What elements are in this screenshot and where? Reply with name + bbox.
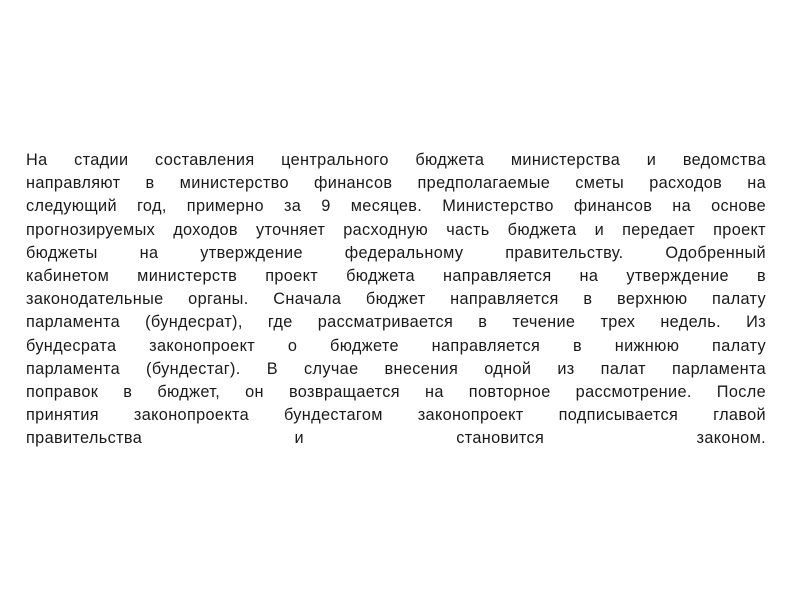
paragraph-line: поправок в бюджет, он возвращается на повторное рассмотрение. После [26,382,766,401]
paragraph-line: бундесрата законопроект о бюджете направляется в нижнюю палату [26,336,766,355]
paragraph-line: кабинетом министерств проект бюджета направляется на утверждение в [26,266,766,285]
paragraph-line: направляют в министерство финансов предполагаемые сметы расходов на [26,174,766,193]
paragraph-line: парламента (бундестаг). В случае внесения одной из палат парламента [26,359,766,378]
paragraph-line: парламента (бундесрат), где рассматривается в течение трех недель. Из [26,313,766,332]
paragraph-line: На стадии составления центрального бюджета министерства и ведомства [26,151,766,169]
paragraph-line: бюджеты на утверждение федеральному правительству. Одобренный [26,243,766,262]
paragraph-line: следующий год, примерно за 9 месяцев. Министерство финансов на основе [26,197,766,216]
paragraph-line: законодательные органы. Сначала бюджет направляется в верхнюю палату [26,290,766,309]
paragraph-line: правительства и становится законом. [26,429,766,448]
paragraph-line: прогнозируемых доходов уточняет расходную часть бюджета и передает проект [26,220,766,239]
paragraph-line: принятия законопроекта бундестагом законопроект подписывается главой [26,406,766,425]
body-paragraph [26,149,766,450]
